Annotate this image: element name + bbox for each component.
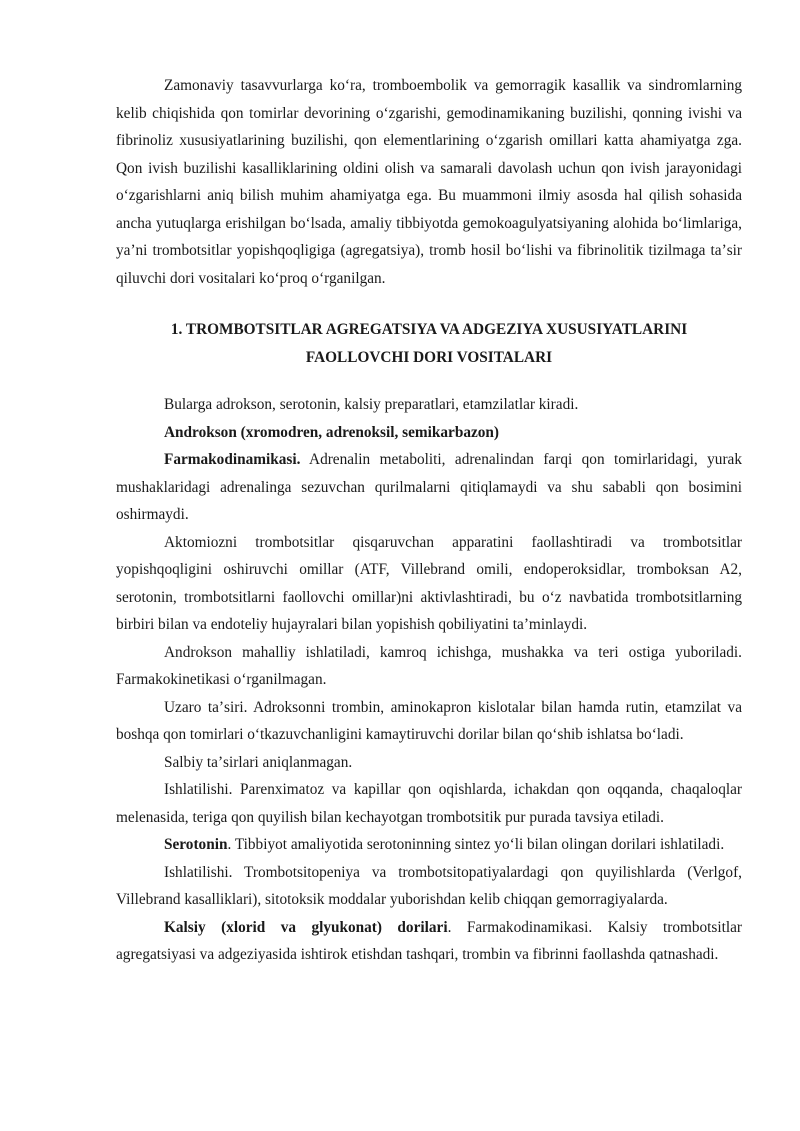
section-heading-line-1: 1. TROMBOTSITLAR AGREGATSIYA VA ADGEZIYA XUSUSIYATLARINI [170, 321, 688, 338]
paragraph-uzaro-tasiri: Uzaro taʼsiri. Adroksonni trombin, aminokapron kislotalar bilan hamda rutin, etamzilat va boshqa qon tomirlari oʻtkazuvchanligini kamaytiruvchi dorilar bilan qoʻshib ishlatsa boʻladi. [116, 698, 742, 743]
paragraph-aktomiozni: Aktomiozni trombotsitlar qisqaruvchan apparatini faollashtiradi va trombotsitlar yopishqoqligini oshiruvchi omillar (ATF, Villebrand omili, endoperoksidlar, tromboksan A2, serotonin, trombotsitlarni faollovchi omillar)ni aktivlashtiradi, bu oʻz navbatida trombotsitlarning birbiri bilan va endoteliy hujayralari bilan yopishish qobiliyatini taʼminlaydi. [116, 533, 742, 633]
paragraph-drug-list: Bularga adrokson, serotonin, kalsiy preparatlari, etamzilatlar kiradi. [164, 396, 579, 413]
paragraph-serotonin [116, 831, 742, 859]
section-heading [116, 316, 742, 371]
paragraph-androkson-usage: Androkson mahalliy ishlatiladi, kamroq ichishga, mushakka va teri ostiga yuboriladi. Farmakokinetikasi oʻrganilmagan. [116, 643, 742, 688]
kalsiy-label: Kalsiy (xlorid va glyukonat) dorilari [164, 918, 448, 936]
farmakodinamikasi-text: Adrenalin metaboliti, adrenalindan farqi qon tomirlaridagi, yurak mushaklaridagi adrenalinga sezuvchan qurilmalarni qitiqlamaydi va shu sababli qon bosimini oshirmaydi. [116, 451, 742, 523]
paragraph-androkson-title [116, 419, 742, 447]
serotonin-text: . Tibbiyot amaliyotida serotoninning sintez yoʻli bilan olingan dorilari ishlatiladi. [227, 836, 725, 853]
farmakodinamikasi-label: Farmakodinamikasi. [164, 451, 301, 468]
paragraph-salbiy-tasirlari: Salbiy taʼsirlari aniqlanmagan. [164, 753, 353, 771]
paragraph-ishlatilishi-2: Ishlatilishi. Trombotsitopeniya va trombotsitopatiyalardagi qon quyilishlarda (Verlgof, Villebrand kasalliklari), sitotoksik moddalar yuborishdan kelib chiqqan gemorragiyalarda. [116, 863, 742, 908]
section-heading-line-2: FAOLLOVCHI DORI VOSITALARI [305, 348, 553, 366]
kalsiy-text: . Farmakodinamikasi. Kalsiy trombotsitlar agregatsiyasi va adgeziyasida ishtirok etishdan tashqari, trombin va fibrinni faollashda qatnashadi. [116, 918, 742, 963]
paragraph-farmakodinamikasi [116, 446, 742, 529]
paragraph-ishlatilishi-1: Ishlatilishi. Parenximatoz va kapillar qon oqishlarda, ichakdan qon oqqanda, chaqaloqlar melenasida, teriga qon quyilish bilan kechayotgan trombotsitik pur purada tavsiya etiladi. [116, 781, 742, 826]
intro-paragraph: Zamonaviy tasavvurlarga koʻra, tromboembolik va gemorragik kasallik va sindromlarning kelib chiqishida qon tomirlar devorining oʻzgarishi, gemodinamikaning buzilishi, qonning ivishi va fibrinoliz xususiyatlarining buzilishi, qon elementlarining oʻzgarish omillari katta ahamiyatga zga. Qon ivish buzilishi kasalliklarining oldini olish va samarali davolash uchun qon ivish jarayonidagi oʻzgarishlarni aniq bilish muhim ahamiyatga ega. Bu muammoni ilmiy asosda hal qilish sohasida ancha yutuqlarga erishilgan boʻlsada, amaliy tibbiyotda gemokoagulyatsiyaning alohida boʻlimlariga, yaʼni trombotsitlar yopishqoqligiga (agregatsiya), tromb hosil boʻlishi va fibrinolitik tizilmaga taʼsir qiluvchi dori vositalari koʻproq oʻrganilgan. [116, 77, 742, 287]
androkson-title: Androkson (xromodren, adrenoksil, semikarbazon) [164, 423, 500, 441]
serotonin-label: Serotonin [164, 836, 228, 853]
paragraph-kalsiy [116, 914, 742, 969]
